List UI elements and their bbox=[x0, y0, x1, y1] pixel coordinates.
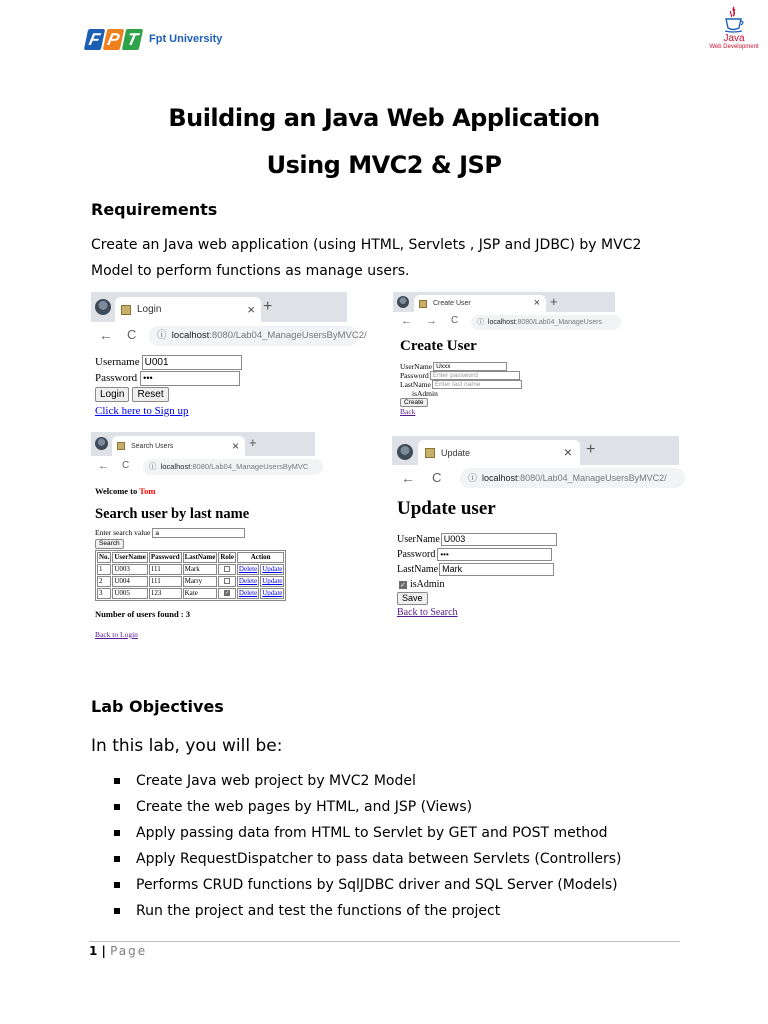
address-bar bbox=[392, 465, 679, 491]
create-button[interactable]: Create bbox=[400, 398, 428, 407]
url-path: :8080/Lab04_ManageUsersByMVC bbox=[190, 462, 309, 471]
welcome-user-name: Tom bbox=[139, 486, 156, 496]
tab-title: Search Users bbox=[131, 442, 174, 450]
browser-tab-strip bbox=[91, 292, 347, 322]
column-header: Role bbox=[220, 553, 234, 561]
username-label: UserName bbox=[400, 362, 433, 371]
url-host: localhost bbox=[482, 473, 518, 483]
cell-update bbox=[260, 576, 284, 587]
cell-delete bbox=[237, 564, 259, 575]
search-button[interactable]: Search bbox=[95, 539, 124, 549]
reset-button[interactable]: Reset bbox=[132, 387, 168, 402]
column-header: No. bbox=[99, 553, 110, 561]
info-icon[interactable]: ⓘ bbox=[157, 330, 167, 341]
cell-update bbox=[260, 588, 284, 599]
back-icon[interactable]: ← bbox=[99, 327, 113, 343]
address-bar bbox=[91, 456, 315, 478]
cell-password: 111 bbox=[149, 564, 182, 575]
table-row bbox=[97, 564, 284, 575]
create-user-heading: Create User bbox=[400, 338, 477, 354]
tab-favicon-icon bbox=[121, 305, 131, 315]
list-item: Performs CRUD functions by SqlJDBC driver and SQL Server (Models) bbox=[112, 874, 622, 900]
footer-separator: | bbox=[97, 944, 111, 958]
role-checkbox[interactable] bbox=[224, 566, 230, 572]
url-field[interactable] bbox=[149, 326, 367, 346]
lab-objectives-heading: Lab Objectives bbox=[91, 697, 224, 716]
tab-favicon-icon bbox=[117, 442, 125, 450]
cell-no: 2 bbox=[97, 576, 111, 587]
back-icon[interactable]: ← bbox=[401, 315, 412, 327]
column-header: LastName bbox=[184, 553, 216, 561]
cell-username: U003 bbox=[112, 564, 148, 575]
tab-update[interactable] bbox=[418, 440, 580, 465]
login-screenshot bbox=[91, 292, 367, 420]
footer-divider bbox=[89, 941, 680, 942]
new-tab-icon[interactable]: + bbox=[550, 294, 558, 309]
requirements-paragraph bbox=[91, 232, 679, 284]
lastname-label: LastName bbox=[400, 380, 431, 389]
cell-password: 111 bbox=[149, 576, 182, 587]
url-field[interactable] bbox=[143, 459, 323, 475]
cell-lastname: Marry bbox=[183, 576, 218, 587]
objectives-list bbox=[112, 770, 622, 926]
role-checkbox[interactable] bbox=[224, 578, 230, 584]
users-table bbox=[95, 550, 286, 601]
java-subtitle: Web Development bbox=[709, 44, 759, 50]
profile-avatar-icon[interactable] bbox=[397, 296, 409, 308]
browser-tab-strip bbox=[91, 432, 315, 456]
update-page-body bbox=[392, 491, 679, 620]
lastname-label: LastName bbox=[397, 564, 439, 575]
fpt-letter-f: F bbox=[84, 29, 105, 50]
profile-avatar-icon[interactable] bbox=[397, 444, 413, 460]
url-field[interactable] bbox=[471, 315, 621, 330]
info-icon[interactable]: ⓘ bbox=[149, 462, 157, 471]
isadmin-checkbox[interactable] bbox=[404, 391, 410, 397]
tab-title: Create User bbox=[433, 300, 471, 307]
url-field[interactable] bbox=[460, 468, 685, 488]
password-label: Password bbox=[397, 549, 436, 560]
new-tab-icon[interactable]: + bbox=[586, 441, 596, 458]
back-link[interactable]: Back bbox=[400, 407, 416, 416]
login-page-body bbox=[91, 350, 347, 419]
cell-lastname: Mark bbox=[183, 564, 218, 575]
isadmin-label: isAdmin bbox=[410, 579, 445, 590]
signup-link[interactable]: Click here to Sign up bbox=[95, 405, 189, 417]
cell-no: 1 bbox=[97, 564, 111, 575]
requirements-line-1: Create an Java web application (using HTML, Servlets , JSP and JDBC) by MVC2 bbox=[91, 237, 642, 253]
tab-create-user[interactable] bbox=[414, 295, 546, 312]
document-title-line1: Building an Java Web Application bbox=[168, 104, 600, 132]
cell-role bbox=[218, 576, 236, 587]
welcome-text bbox=[95, 486, 315, 496]
url-path: :8080/Lab04_ManageUsers bbox=[515, 319, 602, 326]
isadmin-checkbox[interactable]: ✓ bbox=[400, 580, 406, 589]
cell-delete bbox=[237, 588, 259, 599]
url-host: localhost bbox=[171, 330, 210, 341]
create-page-body bbox=[393, 332, 615, 416]
cell-update bbox=[260, 564, 284, 575]
forward-icon[interactable]: → bbox=[426, 315, 437, 327]
table-row bbox=[97, 588, 284, 599]
list-item: Create Java web project by MVC2 Model bbox=[112, 770, 622, 796]
back-to-search-link[interactable]: Back to Search bbox=[397, 607, 458, 618]
profile-avatar-icon[interactable] bbox=[95, 437, 108, 450]
role-checkbox[interactable]: ✓ bbox=[225, 591, 230, 597]
update-user-heading: Update user bbox=[397, 498, 496, 519]
browser-tab-strip bbox=[392, 436, 679, 465]
new-tab-icon[interactable]: + bbox=[249, 435, 257, 450]
username-input[interactable]: Uxxx bbox=[433, 362, 507, 371]
requirements-line-2: Model to perform functions as manage users. bbox=[91, 263, 410, 279]
update-link[interactable]: Update bbox=[262, 577, 283, 585]
cell-username: U004 bbox=[112, 576, 148, 587]
column-header: Password bbox=[150, 553, 180, 561]
cell-role bbox=[218, 588, 236, 599]
profile-avatar-icon[interactable] bbox=[95, 299, 111, 315]
users-found-count: Number of users found : 3 bbox=[95, 609, 191, 619]
delete-link[interactable]: Delete bbox=[238, 577, 258, 585]
requirements-heading: Requirements bbox=[91, 200, 218, 219]
search-heading: Search user by last name bbox=[95, 506, 250, 522]
reload-icon[interactable]: C bbox=[451, 315, 459, 326]
close-icon[interactable]: × bbox=[533, 297, 540, 309]
new-tab-icon[interactable]: + bbox=[263, 298, 273, 315]
username-label: UserName bbox=[397, 534, 440, 545]
cell-no: 3 bbox=[97, 588, 111, 599]
username-label: Username bbox=[95, 356, 140, 368]
lastname-input[interactable]: Mark bbox=[439, 563, 554, 576]
password-input[interactable]: ••• bbox=[437, 548, 552, 561]
password-input[interactable]: Enter password bbox=[430, 371, 520, 380]
password-input[interactable]: ••• bbox=[140, 371, 240, 386]
update-user-screenshot bbox=[392, 436, 679, 636]
lastname-input[interactable]: Enter last name bbox=[432, 380, 522, 389]
tab-favicon-icon bbox=[425, 448, 435, 458]
cell-username: U005 bbox=[112, 588, 148, 599]
fpt-university-name: Fpt University bbox=[149, 33, 223, 45]
update-link[interactable]: Update bbox=[262, 565, 283, 573]
back-icon[interactable]: ← bbox=[401, 470, 415, 486]
search-label: Enter search value bbox=[95, 528, 151, 537]
fpt-letter-p: P bbox=[103, 29, 124, 50]
isadmin-label: isAdmin bbox=[412, 389, 438, 398]
cell-delete bbox=[237, 576, 259, 587]
info-icon[interactable]: ⓘ bbox=[468, 473, 478, 483]
list-item: Run the project and test the functions of the project bbox=[112, 900, 622, 926]
reload-icon[interactable]: C bbox=[122, 460, 130, 471]
table-row bbox=[97, 576, 284, 587]
back-icon[interactable]: ← bbox=[98, 460, 109, 472]
url-path: :8080/Lab04_ManageUsersByMVC2/ bbox=[517, 473, 667, 483]
url-host: localhost bbox=[160, 462, 191, 471]
close-icon[interactable]: × bbox=[563, 444, 572, 460]
document-title-line2: Using MVC2 & JSP bbox=[266, 151, 502, 179]
page-footer bbox=[89, 944, 147, 958]
password-label: Password bbox=[95, 372, 138, 384]
url-path: :8080/Lab04_ManageUsersByMVC2/ bbox=[209, 330, 367, 341]
tab-login[interactable] bbox=[115, 297, 261, 322]
cell-lastname: Kate bbox=[183, 588, 218, 599]
column-header: UserName bbox=[114, 553, 146, 561]
tab-search-users[interactable] bbox=[112, 436, 245, 456]
list-item: Apply passing data from HTML to Servlet by GET and POST method bbox=[112, 822, 622, 848]
search-users-screenshot bbox=[91, 432, 315, 680]
java-cup-icon bbox=[723, 6, 745, 34]
java-wordmark: Java bbox=[723, 33, 745, 44]
objectives-intro: In this lab, you will be: bbox=[91, 736, 283, 756]
username-input[interactable]: U001 bbox=[142, 355, 242, 370]
search-page-body bbox=[91, 478, 315, 640]
list-item: Apply RequestDispatcher to pass data between Servlets (Controllers) bbox=[112, 848, 622, 874]
address-bar bbox=[393, 312, 615, 332]
search-input[interactable]: a bbox=[152, 528, 245, 538]
welcome-prefix: Welcome to bbox=[95, 486, 140, 496]
login-button[interactable]: Login bbox=[95, 387, 129, 402]
back-to-login-link[interactable]: Back to Login bbox=[95, 630, 138, 639]
reload-icon[interactable]: C bbox=[127, 327, 137, 342]
create-user-screenshot bbox=[393, 292, 615, 430]
column-header: Action bbox=[237, 552, 284, 563]
reload-icon[interactable]: C bbox=[432, 470, 442, 485]
info-icon[interactable]: ⓘ bbox=[477, 319, 484, 326]
page-word: Page bbox=[110, 944, 148, 958]
tab-favicon-icon bbox=[419, 300, 427, 308]
close-icon[interactable]: × bbox=[231, 439, 239, 453]
cell-role bbox=[218, 564, 236, 575]
tab-title: Login bbox=[137, 304, 162, 315]
list-item: Create the web pages by HTML, and JSP (Views) bbox=[112, 796, 622, 822]
save-button[interactable]: Save bbox=[397, 592, 428, 605]
browser-tab-strip bbox=[393, 292, 615, 312]
update-link[interactable]: Update bbox=[262, 589, 283, 597]
java-logo bbox=[706, 6, 762, 58]
close-icon[interactable]: × bbox=[247, 302, 255, 317]
username-input[interactable]: U003 bbox=[441, 533, 557, 546]
tab-title: Update bbox=[441, 447, 471, 458]
delete-link[interactable]: Delete bbox=[238, 589, 258, 597]
page-number: 1 bbox=[89, 944, 98, 958]
cell-password: 123 bbox=[149, 588, 182, 599]
fpt-logo bbox=[86, 26, 222, 52]
url-host: localhost bbox=[487, 319, 516, 326]
fpt-letter-t: T bbox=[122, 29, 143, 50]
delete-link[interactable]: Delete bbox=[238, 565, 258, 573]
table-header-row bbox=[97, 552, 284, 563]
password-label: Password bbox=[400, 371, 429, 380]
address-bar bbox=[91, 322, 367, 350]
